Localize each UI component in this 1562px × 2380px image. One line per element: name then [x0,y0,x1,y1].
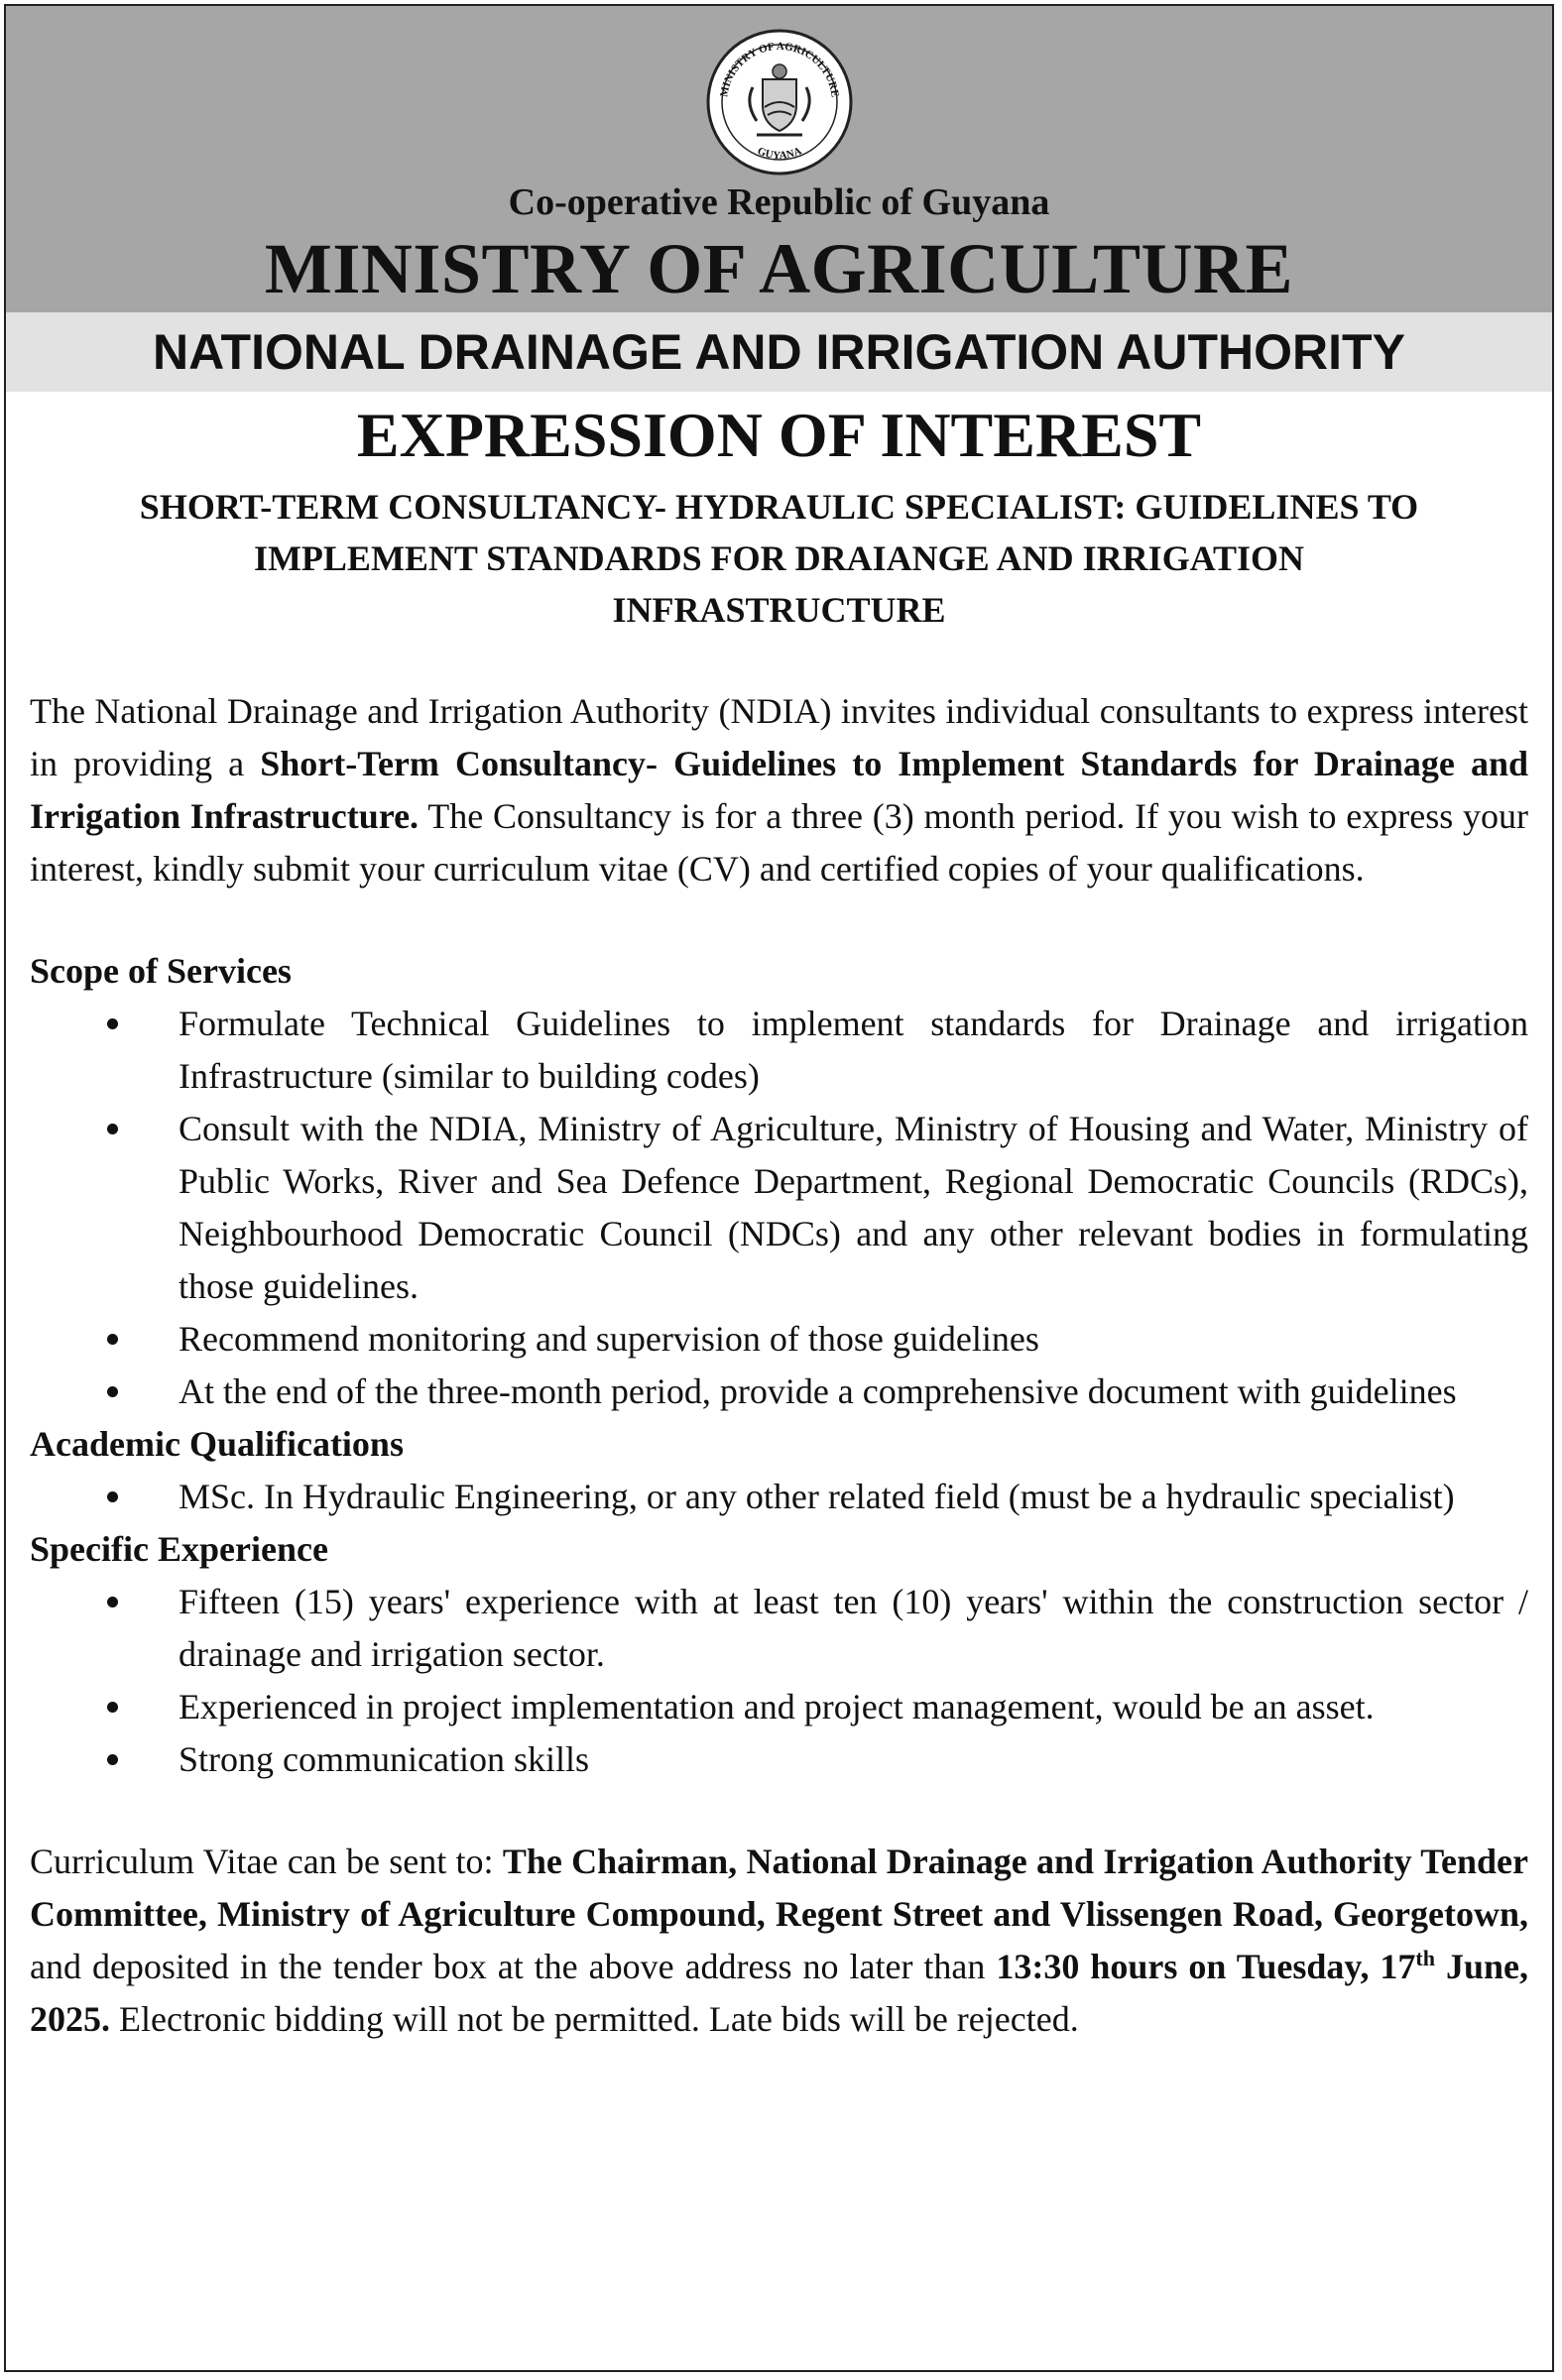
advertisement-frame [4,4,1554,2372]
academic-list [30,1471,1528,1523]
scope-heading: Scope of Services [30,951,292,991]
bullet-icon [107,1702,118,1713]
bullet-icon [107,1386,118,1397]
subtitle-line: SHORT-TERM CONSULTANCY- HYDRAULIC SPECIALIST: GUIDELINES TO [139,487,1419,527]
bullet-icon [107,1018,118,1029]
body-content [6,685,1552,2046]
list-item: Fifteen (15) years' experience with at least ten (10) years' within the construction sector / drainage and irrigation sector. [30,1576,1528,1681]
bullet-icon [107,1334,118,1345]
ministry-crest-logo [705,28,854,177]
page-title: EXPRESSION OF INTEREST [356,400,1202,470]
subtitle-line: INFRASTRUCTURE [612,590,946,630]
list-item: MSc. In Hydraulic Engineering, or any other related field (must be a hydraulic specialist) [30,1471,1528,1523]
svg-text:MINISTRY OF AGRICULTURE: MINISTRY OF AGRICULTURE [717,40,841,98]
list-item: At the end of the three-month period, provide a comprehensive document with guidelines [30,1366,1528,1418]
intro-paragraph: The National Drainage and Irrigation Authority (NDIA) invites individual consultants to express interest in providing a Short-Term Consultancy- Guidelines to Implement Standards for Drainage and Irrigation Infrastructure. The Consultancy is for a three (3) month period. If you wish to express your interest, kindly submit your curriculum vitae (CV) and certified copies of your qualifications. [30,691,1528,889]
consultancy-subtitle [30,481,1528,636]
bullet-icon [107,1491,118,1502]
experience-heading: Specific Experience [30,1529,328,1569]
list-item: Strong communication skills [30,1733,1528,1786]
experience-list [30,1576,1528,1786]
header-band [6,6,1552,312]
list-item: Experienced in project implementation and project management, would be an asset. [30,1681,1528,1733]
bullet-icon [107,1124,118,1134]
svg-text:GUYANA: GUYANA [755,145,803,163]
submission-paragraph: Curriculum Vitae can be sent to: The Chairman, National Drainage and Irrigation Authority Tender Committee, Ministry of Agriculture Compound, Regent Street and Vlissengen Road, Georgetown, and deposited in the tender box at the above address no later than 13:30 hours on Tuesday, 17th June, 2025. Electronic bidding will not be permitted. Late bids will be rejected. [30,1842,1528,2039]
bullet-icon [107,1754,118,1765]
deadline: 13:30 hours on Tuesday, 17th June, 2025. [30,1946,1528,2039]
list-item: Recommend monitoring and supervision of those guidelines [30,1313,1528,1366]
academic-heading: Academic Qualifications [30,1424,404,1464]
bullet-icon [107,1597,118,1607]
list-item: Consult with the NDIA, Ministry of Agriculture, Ministry of Housing and Water, Ministry of Public Works, River and Sea Defence Department, Regional Democratic Councils (RDCs), Neighbourhood Democratic Council (NDCs) and any other relevant bodies in formulating those guidelines. [30,1103,1528,1313]
scope-list [30,998,1528,1418]
republic-name: Co-operative Republic of Guyana [508,181,1050,223]
ministry-name: MINISTRY OF AGRICULTURE [264,229,1294,308]
list-item: Formulate Technical Guidelines to implement standards for Drainage and irrigation Infrastructure (similar to building codes) [30,998,1528,1103]
subtitle-line: IMPLEMENT STANDARDS FOR DRAIANGE AND IRRIGATION [253,538,1305,578]
authority-band: NATIONAL DRAINAGE AND IRRIGATION AUTHORITY [6,312,1552,392]
